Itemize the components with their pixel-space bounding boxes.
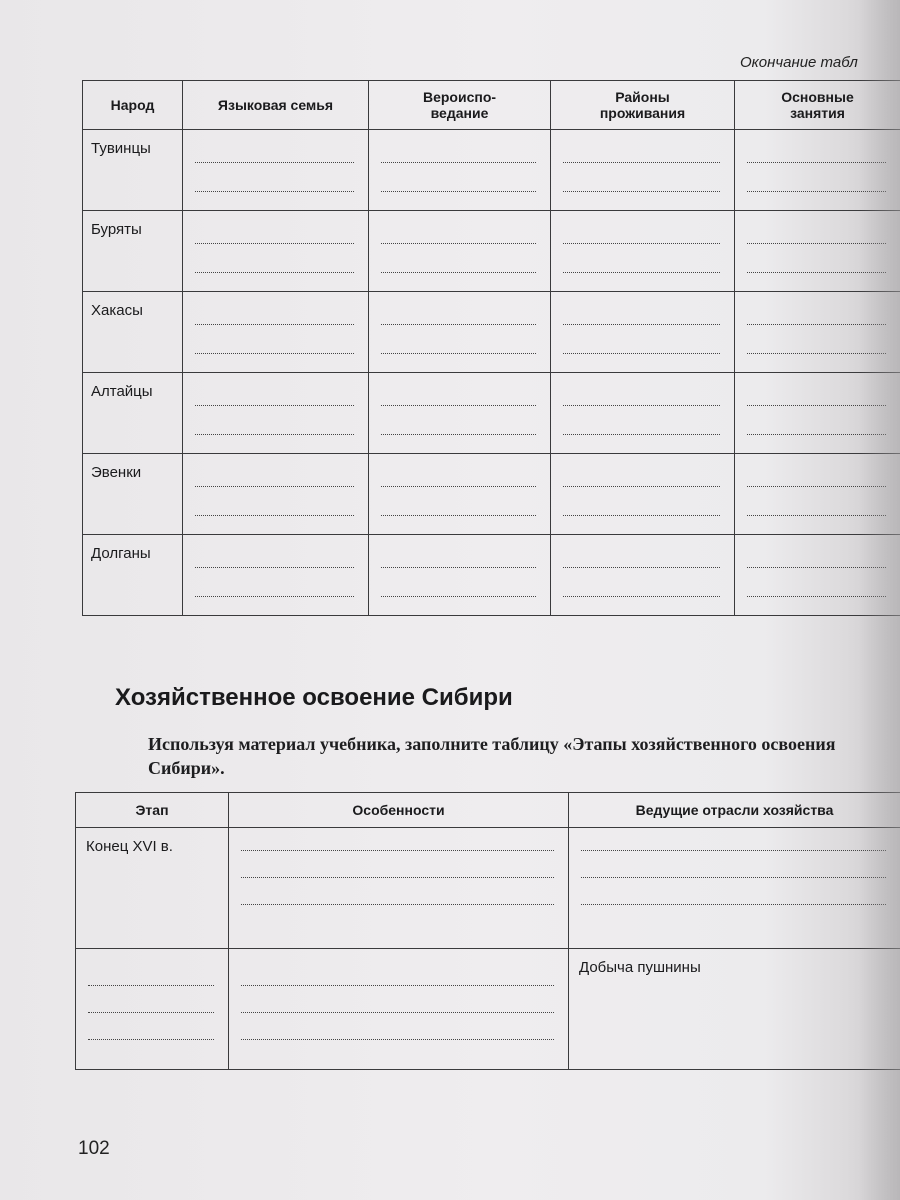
branch-text: Добыча пушнины [579, 959, 701, 976]
page-number: 102 [78, 1138, 110, 1159]
answer-cell[interactable] [735, 211, 900, 292]
table-row [83, 130, 900, 211]
answer-cell[interactable] [76, 949, 229, 1070]
answer-cell[interactable] [735, 535, 900, 616]
header-language-family: Языковая семья [183, 81, 369, 130]
table-row [76, 828, 900, 949]
answer-cell[interactable] [229, 828, 569, 949]
people-name: Буряты [91, 221, 142, 238]
header-features: Особенности [229, 793, 569, 828]
table-header-row [83, 81, 900, 130]
answer-cell[interactable] [551, 130, 735, 211]
answer-cell[interactable] [369, 454, 551, 535]
answer-cell[interactable] [183, 535, 369, 616]
answer-cell[interactable] [551, 211, 735, 292]
header-leading-branches: Ведущие отрасли хозяйства [569, 793, 900, 828]
answer-cell[interactable] [369, 292, 551, 373]
section-title: Хозяйственное освоение Сибири [115, 684, 513, 711]
answer-cell[interactable] [735, 292, 900, 373]
table-header-row [76, 793, 900, 828]
task-instruction: Используя материал учебника, заполните таблицу «Этапы хозяйственного освоения Сибири». [148, 734, 836, 778]
table-row [83, 373, 900, 454]
answer-cell[interactable] [569, 828, 900, 949]
table-row [83, 211, 900, 292]
header-religion: Вероиспо- ведание [369, 81, 551, 130]
answer-cell[interactable] [183, 292, 369, 373]
people-name: Эвенки [91, 464, 142, 481]
people-name: Долганы [91, 545, 151, 562]
answer-cell[interactable] [735, 373, 900, 454]
continuation-label: Окончание табл [740, 54, 858, 71]
answer-cell[interactable] [551, 373, 735, 454]
people-name: Алтайцы [91, 383, 153, 400]
people-name: Тувинцы [91, 140, 151, 157]
answer-cell[interactable] [551, 454, 735, 535]
stage-name: Конец XVI в. [86, 838, 173, 855]
answer-cell[interactable] [369, 373, 551, 454]
stages-table [75, 792, 900, 1070]
peoples-table [82, 80, 900, 616]
answer-cell[interactable] [369, 211, 551, 292]
answer-cell[interactable] [183, 130, 369, 211]
answer-cell[interactable] [735, 130, 900, 211]
answer-cell[interactable] [369, 535, 551, 616]
table-row [83, 292, 900, 373]
table-row [83, 454, 900, 535]
answer-cell[interactable] [369, 130, 551, 211]
table-row [76, 949, 900, 1070]
table-row [83, 535, 900, 616]
header-stage: Этап [76, 793, 229, 828]
header-people: Народ [83, 81, 183, 130]
answer-cell[interactable] [183, 211, 369, 292]
people-name: Хакасы [91, 302, 143, 319]
answer-cell[interactable] [183, 454, 369, 535]
answer-cell[interactable] [735, 454, 900, 535]
answer-cell[interactable] [551, 292, 735, 373]
answer-cell[interactable] [183, 373, 369, 454]
answer-cell[interactable] [229, 949, 569, 1070]
answer-cell[interactable] [551, 535, 735, 616]
header-occupations: Основные занятия [735, 81, 900, 130]
header-regions: Районы проживания [551, 81, 735, 130]
